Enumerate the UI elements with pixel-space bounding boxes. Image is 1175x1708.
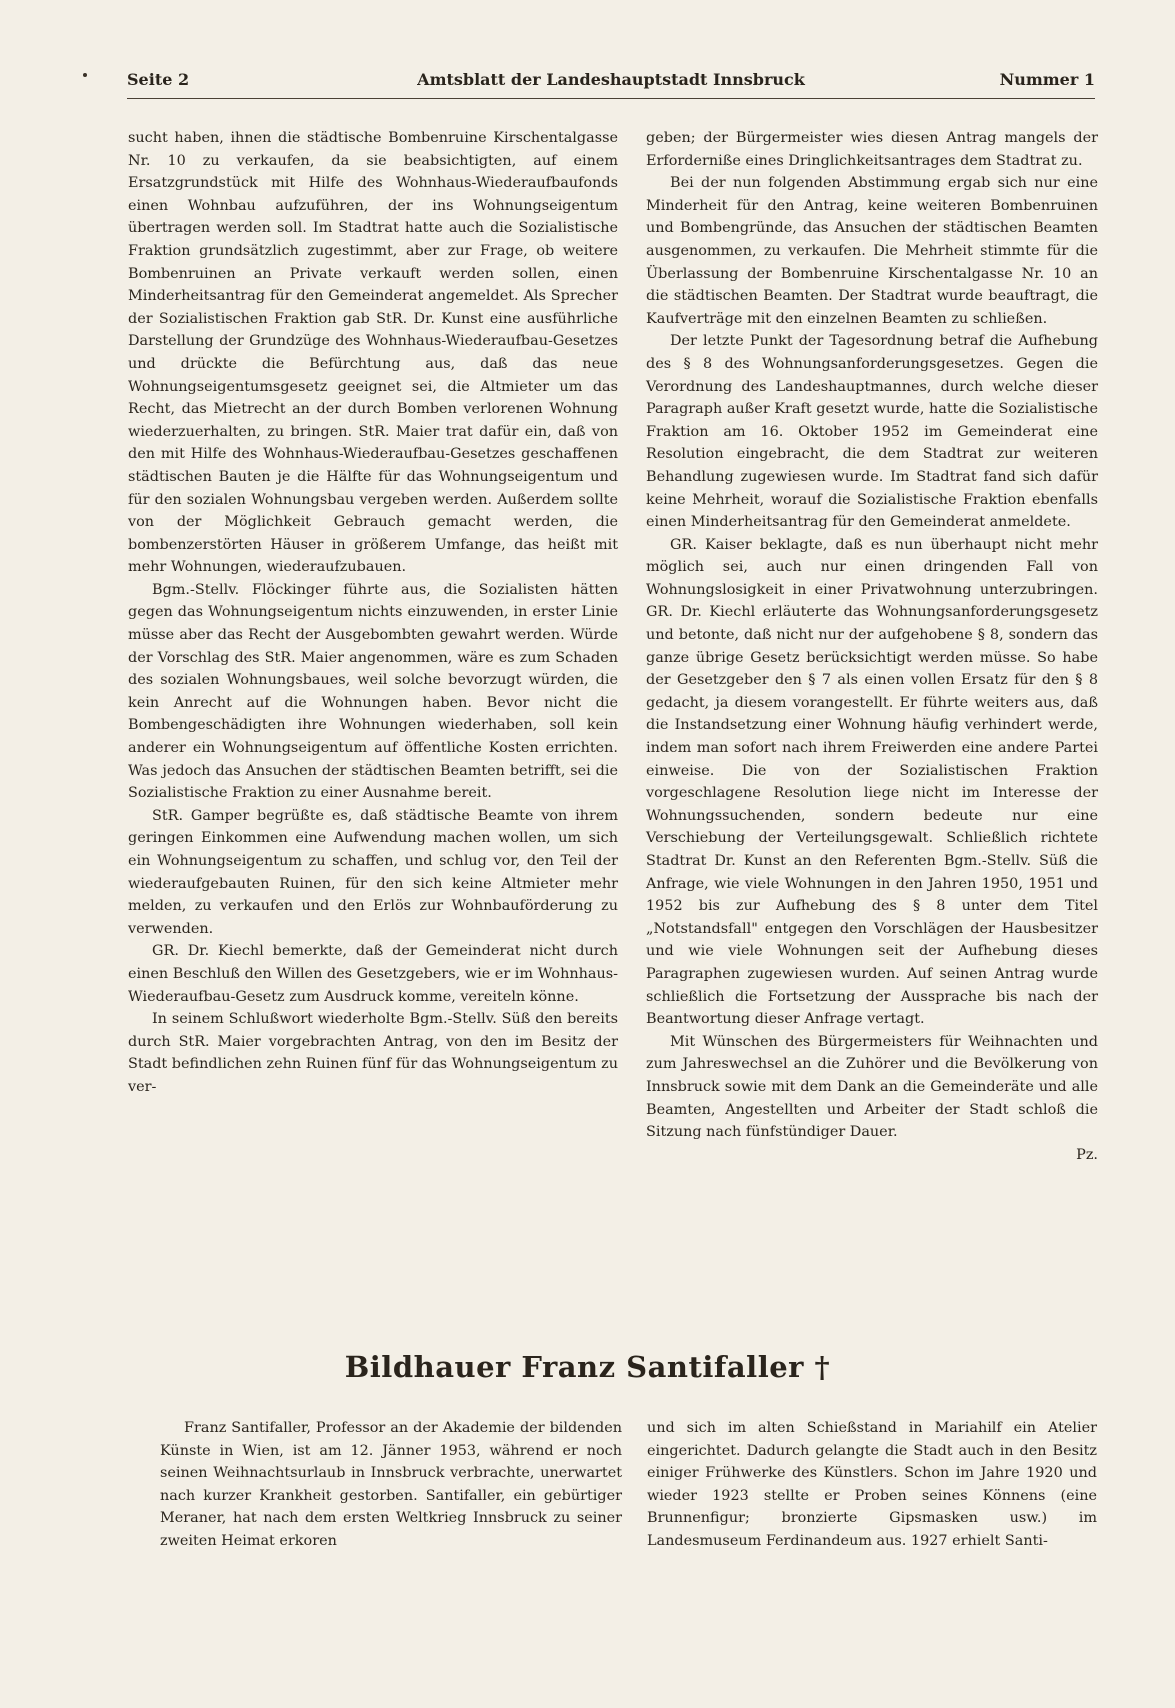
obituary-paragraph: und sich im alten Schießstand in Mariahilf ein Atelier eingerichtet. Dadurch gelangte die Stadt auch in den Besitz einiger Frühwerke des Künstlers. Schon im Jahre 1920 und wieder 1923 stellte er Proben seines Könnens (eine Brunnenfigur; bronzierte Gipsmasken usw.) im Landesmuseum Ferdinandeum aus. 1927 erhielt Santi-	[647, 1420, 1097, 1549]
obituary-column-left	[160, 1417, 622, 1679]
report-paragraph: Bgm.-Stellv. Flöckinger führte aus, die Sozialisten hätten gegen das Wohnungseigentum nichts einzuwenden, in erster Linie müsse aber das Recht der Ausgebombten gewahrt werden. Würde der Vorschlag des StR. Maier angenommen, wäre es zum Schaden des sozialen Wohnungsbaues, weil solche bevorzugt würden, die kein Anrecht auf die Wohnungen haben. Bevor nicht die Bombengeschädigten ihre Wohnungen wiederhaben, soll kein anderer ein Wohnungseigentum auf öffentliche Kosten errichten. Was jedoch das Ansuchen der städtischen Beamten betrifft, sei die Sozialistische Fraktion zu einer Ausnahme bereit.	[128, 581, 618, 802]
report-column-right	[646, 127, 1098, 1287]
report-paragraph: Bei der nun folgenden Abstimmung ergab sich nur eine Minderheit für den Antrag, keine weiteren Bombenruinen und Bombengründe, das Ansuchen der städtischen Beamten ausgenommen, zu verkaufen. Die Mehrheit stimmte für die Überlassung der Bombenruine Kirschentalgasse Nr. 10 an die städtischen Beamten. Der Stadtrat wurde beauftragt, die Kaufverträge mit den einzelnen Beamten zu schließen.	[646, 175, 1098, 327]
report-paragraph: sucht haben, ihnen die städtische Bombenruine Kirschentalgasse Nr. 10 zu verkaufen, da sie beabsichtigten, auf einem Ersatzgrundstück mit Hilfe des Wohnhaus-Wiederaufbaufonds einen Wohnbau aufzuführen, der ins Wohnungseigentum übertragen werden soll. Im Stadtrat hatte auch die Sozialistische Fraktion grundsätzlich zugestimmt, aber zur Frage, ob weitere Bombenruinen an Private verkauft werden sollen, einen Minderheitsantrag für den Gemeinderat angemeldet. Als Sprecher der Sozialistischen Fraktion gab StR. Dr. Kunst eine ausführliche Darstellung der Grundzüge des Wohnhaus-Wiederaufbau-Gesetzes und drückte die Befürchtung aus, daß das neue Wohnungseigentumsgesetz geeignet sei, die Altmieter um das Recht, das Mietrecht an der durch Bomben verlorenen Wohnung wiederzuerhalten, zu bringen. StR. Maier trat dafür ein, daß von den mit Hilfe des Wohnhaus-Wiederaufbau-Gesetzes geschaffenen städtischen Bauten je die Hälfte für das Wohnungseigentum und für den sozialen Wohnungsbau vergeben werden. Außerdem sollte von der Möglichkeit Gebrauch gemacht werden, die bombenzerstörten Häuser in größerem Umfange, das heißt mit mehr Wohnungen, wiederaufzubauen.	[128, 130, 618, 576]
report-paragraph: GR. Dr. Kiechl bemerkte, daß der Gemeinderat nicht durch einen Beschluß den Willen des Gesetzgebers, wie er im Wohnhaus-Wiederaufbau-Gesetz zum Ausdruck komme, vereiteln könne.	[128, 943, 618, 1005]
author-signoff: Pz.	[1076, 1146, 1098, 1163]
report-paragraph: GR. Kaiser beklagte, daß es nun überhaupt nicht mehr möglich sei, auch nur einen dringenden Fall von Wohnungslosigkeit in einer Privatwohnung unterzubringen. GR. Dr. Kiechl erläuterte das Wohnungsanforderungsgesetz und betonte, daß nicht nur der aufgehobene § 8, sondern das ganze übrige Gesetz berücksichtigt werden müsse. So habe der Gesetzgeber den § 7 als einen vollen Ersatz für den § 8 gedacht, ja diesem vorangestellt. Er führte weiters aus, daß die Instandsetzung einer Wohnung häufig verhindert werde, indem man sofort nach ihrem Freiwerden eine andere Partei einweise. Die von der Sozialistischen Fraktion vorgeschlagene Resolution liege nicht im Interesse der Wohnungssuchenden, sondern bedeute nur eine Verschiebung der Verteilungsgewalt. Schließlich richtete Stadtrat Dr. Kunst an den Referenten Bgm.-Stellv. Süß die Anfrage, wie viele Wohnungen in den Jahren 1950, 1951 und 1952 bis zur Aufhebung des § 8 unter dem Titel „Notstandsfall" entgegen den Vorschlägen der Hausbesitzer und wie viele Wohnungen seit der Aufhebung dieses Paragraphen zugewiesen wurden. Auf seinen Antrag wurde schließlich die Fortsetzung der Aussprache bis nach der Beantwortung dieser Anfrage vertagt.	[646, 536, 1098, 1028]
obituary-paragraph: Franz Santifaller, Professor an der Akademie der bildenden Künste in Wien, ist am 12. Jänner 1953, während er noch seinen Weihnachtsurlaub in Innsbruck verbrachte, unerwartet nach kurzer Krankheit gestorben. Santifaller, ein gebürtiger Meraner, hat nach dem ersten Weltkrieg Innsbruck zu seiner zweiten Heimat erkoren	[160, 1420, 622, 1549]
report-paragraph: In seinem Schlußwort wiederholte Bgm.-Stellv. Süß den bereits durch StR. Maier vorgebrachten Antrag, von den im Besitz der Stadt befindlichen zehn Ruinen fünf für das Wohnungseigentum zu ver-	[128, 1011, 618, 1095]
page-number: Seite 2	[127, 70, 190, 89]
report-paragraph: Mit Wünschen des Bürgermeisters für Weihnachten und zum Jahreswechsel an die Zuhörer und die Bevölkerung von Innsbruck sowie mit dem Dank an die Gemeinderäte und alle Beamten, Angestellten und Arbeiter der Stadt schloß die Sitzung nach fünfstündiger Dauer.	[646, 1033, 1098, 1141]
header-rule	[127, 98, 1095, 99]
print-speck	[83, 73, 87, 77]
report-paragraph: Der letzte Punkt der Tagesordnung betraf die Aufhebung des § 8 des Wohnungsanforderungsgesetzes. Gegen die Verordnung des Landeshauptmannes, durch welche dieser Paragraph außer Kraft gesetzt wurde, hatte die Sozialistische Fraktion am 16. Oktober 1952 im Gemeinderat eine Resolution eingebracht, die dem Stadtrat zur weiteren Behandlung zugewiesen wurde. Im Stadtrat fand sich dafür keine Mehrheit, worauf die Sozialistische Fraktion ebenfalls einen Minderheitsantrag für den Gemeinderat anmeldete.	[646, 333, 1098, 531]
report-paragraph: StR. Gamper begrüßte es, daß städtische Beamte von ihrem geringen Einkommen eine Aufwendung machen wollen, um sich ein Wohnungseigentum zu schaffen, und schlug vor, den Teil der wiederaufgebauten Ruinen, für den sich keine Altmieter mehr melden, zu verkaufen und den Erlös zur Wohnbauförderung zu verwenden.	[128, 807, 618, 937]
report-column-left	[128, 127, 618, 1297]
issue-number: Nummer 1	[999, 70, 1095, 89]
obituary-column-right	[647, 1417, 1097, 1679]
obituary-headline: Bildhauer Franz Santifaller †	[344, 1350, 831, 1384]
publication-title: Amtsblatt der Landeshauptstadt Innsbruck	[417, 70, 805, 89]
report-paragraph: geben; der Bürgermeister wies diesen Antrag mangels der Erforderniße eines Dringlichkeitsantrages dem Stadtrat zu.	[646, 130, 1098, 169]
page-header	[127, 68, 1095, 94]
